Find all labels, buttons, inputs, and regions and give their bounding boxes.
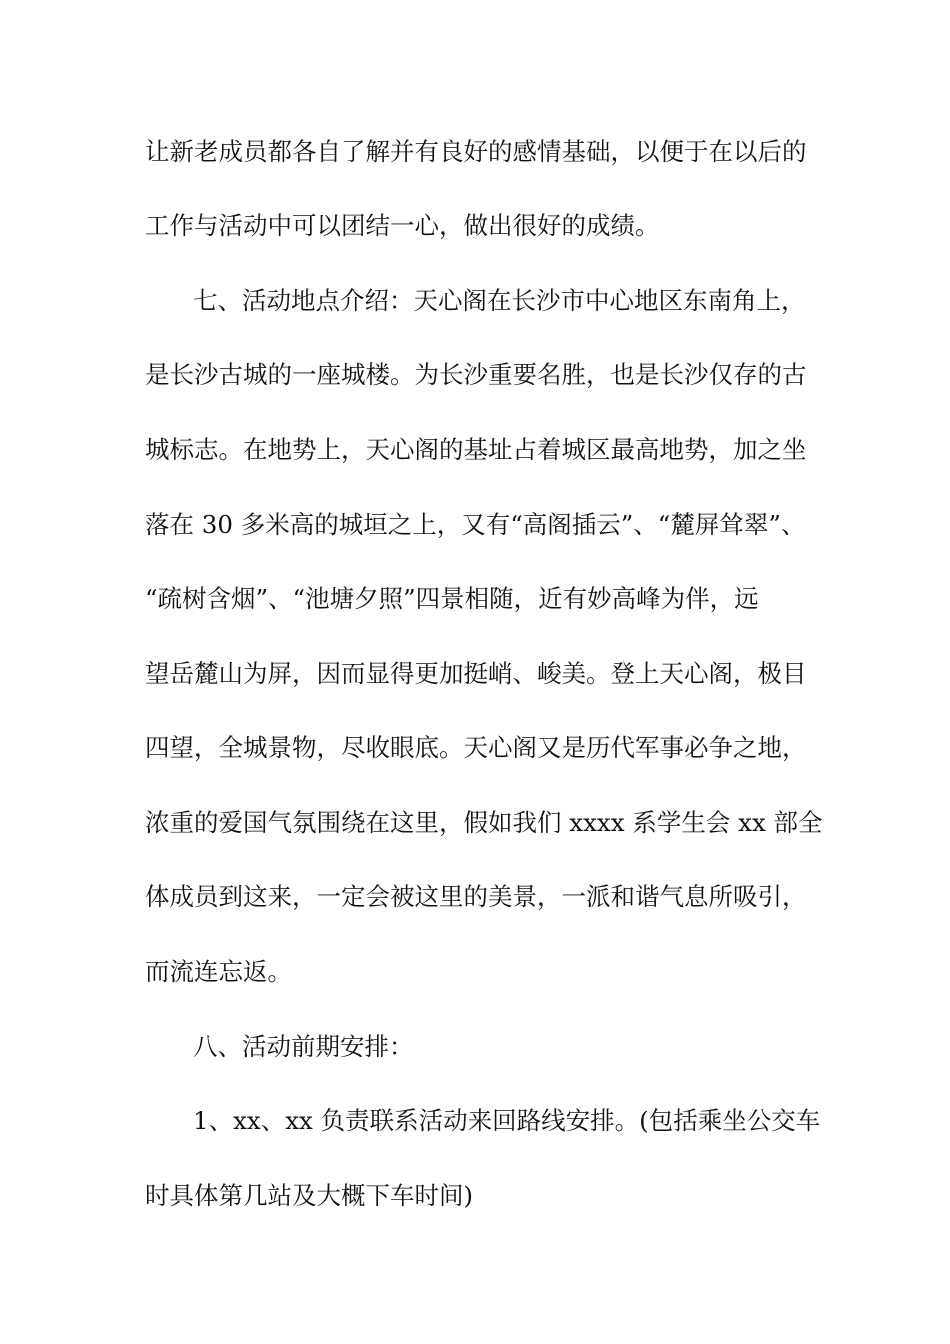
paragraph-line: 让新老成员都各自了解并有良好的感情基础，以便于在以后的 <box>145 137 807 166</box>
list-item-line: 1、xx、xx 负责联系活动来回路线安排。(包括乘坐公交车 <box>193 1106 821 1135</box>
paragraph-line: 城标志。在地势上，天心阁的基址占着城区最高地势，加之坐 <box>145 435 807 464</box>
paragraph-line: 浓重的爱国气氛围绕在这里，假如我们 xxxx 系学生会 xx 部全 <box>145 808 823 837</box>
paragraph-line: 望岳麓山为屏，因而显得更加挺峭、峻美。登上天心阁，极目 <box>145 659 807 688</box>
paragraph-line: 体成员到这来，一定会被这里的美景，一派和谐气息所吸引， <box>145 882 807 911</box>
paragraph-line: 是长沙古城的一座城楼。为长沙重要名胜，也是长沙仅存的古 <box>145 360 807 389</box>
section-heading-line: 七、活动地点介绍：天心阁在长沙市中心地区东南角上， <box>193 286 806 315</box>
paragraph-line: 工作与活动中可以团结一心，做出很好的成绩。 <box>145 211 660 240</box>
list-item-line: 时具体第几站及大概下车时间) <box>145 1181 474 1210</box>
section-heading-line: 八、活动前期安排： <box>193 1032 414 1061</box>
paragraph-line: “疏树含烟”、“池塘夕照”四景相随，近有妙高峰为伴，远 <box>145 584 759 613</box>
paragraph-line: 落在 30 多米高的城垣之上，又有“高阁插云”、“麓屏耸翠”、 <box>145 510 806 539</box>
paragraph-line: 四望，全城景物，尽收眼底。天心阁又是历代军事必争之地， <box>145 733 807 762</box>
paragraph-line: 而流连忘返。 <box>145 957 292 986</box>
